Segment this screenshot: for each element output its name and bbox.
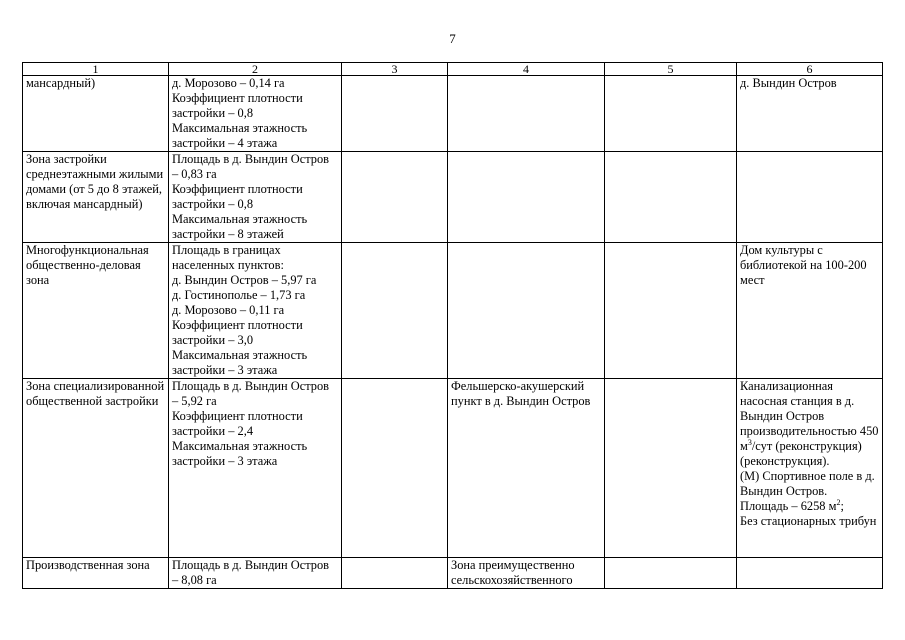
zone-name-cell: Зона специализированной общественной застройки (23, 379, 169, 558)
table-cell (342, 379, 448, 558)
zone-parameters-cell: д. Морозово – 0,14 га Коэффициент плотности застройки – 0,8 Максимальная этажность застройки – 4 этажа (169, 76, 342, 152)
table-cell (605, 379, 737, 558)
table-cell (605, 243, 737, 379)
table-cell: Дом культуры с библиотекой на 100-200 мест (737, 243, 883, 379)
superscript: 3 (747, 437, 752, 447)
zone-parameters-cell: Площадь в д. Вындин Остров – 0,83 га Коэффициент плотности застройки – 0,8 Максимальная этажность застройки – 8 этажей (169, 152, 342, 243)
table-cell: Зона преимущественно сельскохозяйственного (448, 558, 605, 589)
table-cell (605, 152, 737, 243)
table-cell (342, 558, 448, 589)
page-number: 7 (449, 31, 456, 46)
table-cell (342, 243, 448, 379)
table-row (23, 379, 883, 558)
table-cell (342, 76, 448, 152)
table-cell (605, 76, 737, 152)
table-row (23, 243, 883, 379)
zone-name-cell: мансардный) (23, 76, 169, 152)
table-cell (737, 379, 883, 558)
zone-name-cell: Производственная зона (23, 558, 169, 589)
column-header: 4 (448, 63, 605, 76)
cell-text: ; Без стационарных трибун (740, 499, 877, 528)
zone-parameters-cell: Площадь в границах населенных пунктов: д. Вындин Остров – 5,97 га д. Гостинополье – 1,73 га д. Морозово – 0,11 га Коэффициент плотности застройки – 3,0 Максимальная этажность застройки – 3 этажа (169, 243, 342, 379)
column-header: 1 (23, 63, 169, 76)
table-cell (342, 152, 448, 243)
table-header-row (23, 63, 883, 76)
table-cell (448, 152, 605, 243)
table-cell (737, 558, 883, 589)
table-cell (737, 152, 883, 243)
zone-name-cell: Зона застройки среднеэтажными жилыми домами (от 5 до 8 этажей, включая мансардный) (23, 152, 169, 243)
zone-parameters-cell: Площадь в д. Вындин Остров – 8,08 га (169, 558, 342, 589)
table-row (23, 76, 883, 152)
column-header: 6 (737, 63, 883, 76)
cell-text: /сут (реконструкция) (реконструкция). (М) Спортивное поле в д. Вындин Остров. Площадь – 6258 м (740, 439, 875, 513)
table-cell: д. Вындин Остров (737, 76, 883, 152)
column-header: 2 (169, 63, 342, 76)
zones-table (22, 62, 883, 589)
table-row (23, 152, 883, 243)
table-cell: Фельшерско-акушерский пункт в д. Вындин Остров (448, 379, 605, 558)
zone-parameters-cell: Площадь в д. Вындин Остров – 5,92 га Коэффициент плотности застройки – 2,4 Максимальная этажность застройки – 3 этажа (169, 379, 342, 558)
table-row (23, 558, 883, 589)
cell-text: Канализационная насосная станция в д. Вындин Остров производительностью 450 м (740, 379, 879, 453)
table-cell (605, 558, 737, 589)
column-header: 3 (342, 63, 448, 76)
superscript: 2 (836, 497, 841, 507)
column-header: 5 (605, 63, 737, 76)
zone-name-cell: Многофункциональная общественно-деловая зона (23, 243, 169, 379)
table-cell (448, 243, 605, 379)
table-cell (448, 76, 605, 152)
